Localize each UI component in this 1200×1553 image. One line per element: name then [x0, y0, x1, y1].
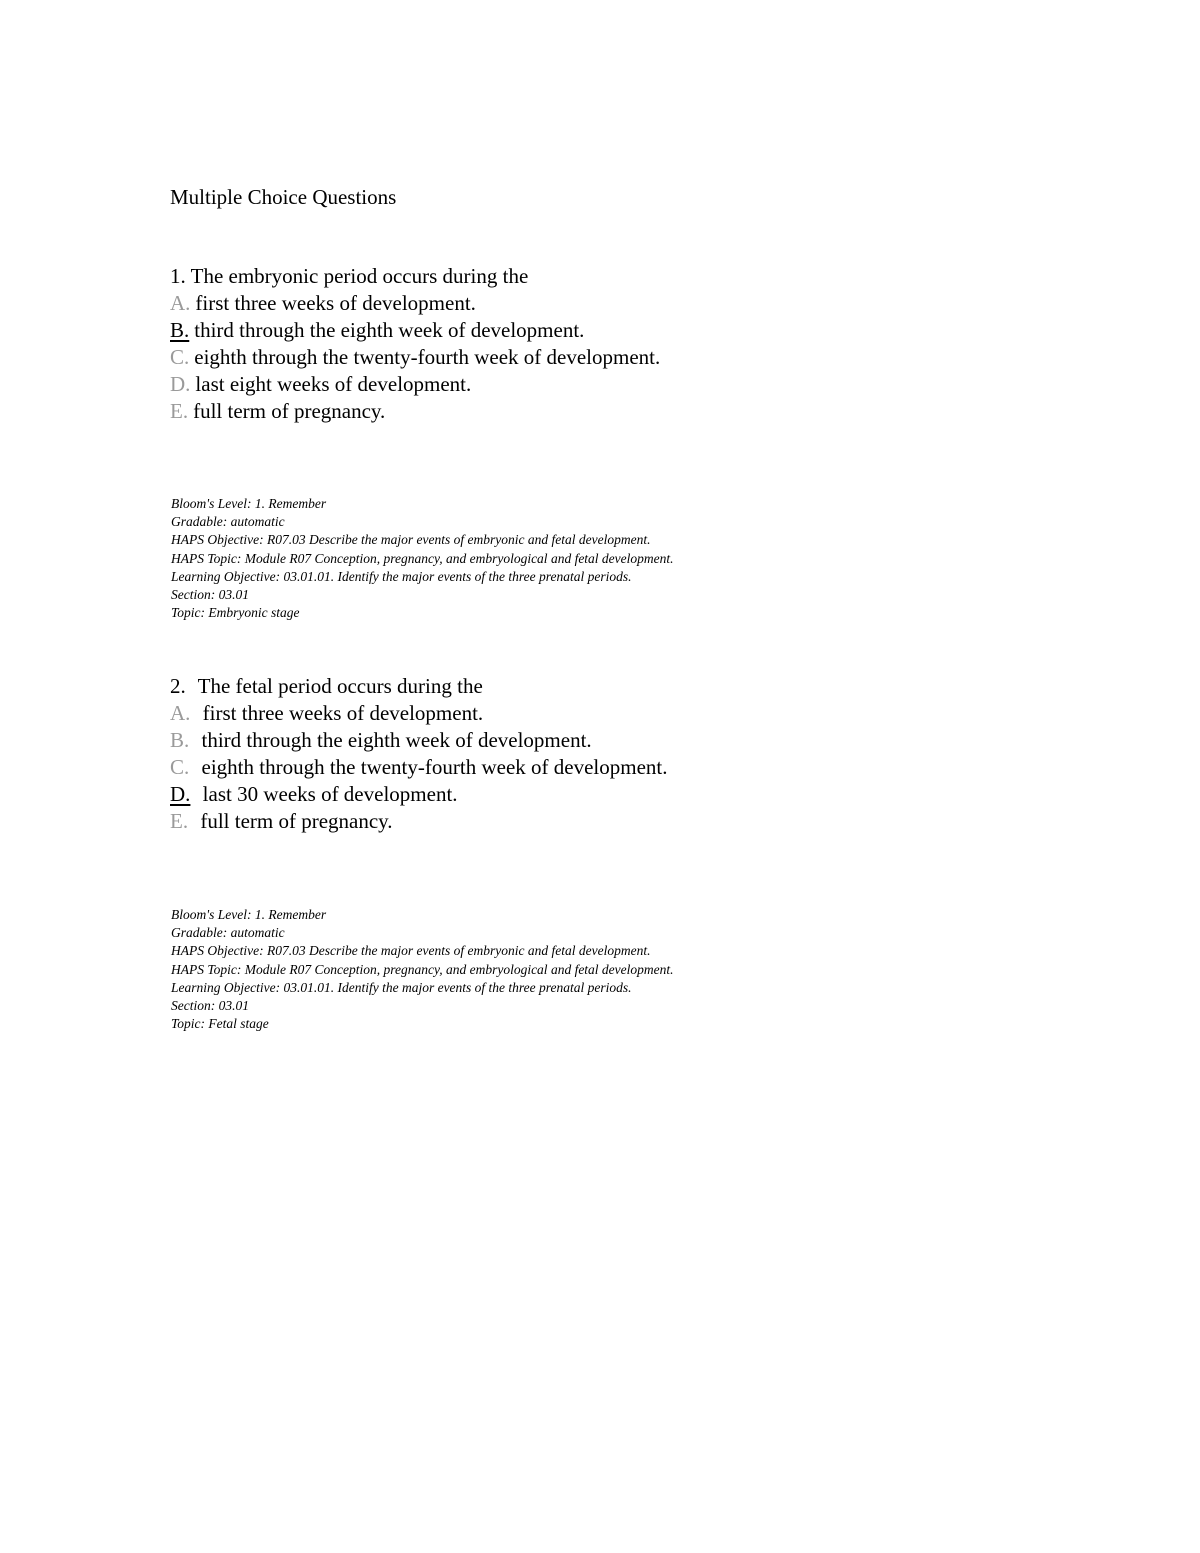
- option-text: eighth through the twenty-fourth week of development.: [194, 345, 661, 369]
- section: Section: 03.01: [171, 998, 249, 1014]
- option-text: first three weeks of development.: [195, 291, 476, 315]
- option-b: [170, 727, 1070, 754]
- blooms-level: Bloom's Level: 1. Remember: [171, 496, 327, 511]
- question-number: 1.: [170, 264, 186, 288]
- question-1: [170, 263, 1070, 425]
- gradable: Gradable: automatic: [171, 925, 285, 941]
- question-2-metadata: [171, 906, 1071, 1033]
- gradable: Gradable: automatic: [171, 514, 285, 530]
- option-text: last eight weeks of development.: [195, 372, 472, 396]
- option-b-correct: [170, 317, 1070, 344]
- haps-objective: HAPS Objective: R07.03 Describe the major events of embryonic and fetal development.: [171, 943, 651, 959]
- haps-topic: HAPS Topic: Module R07 Conception, pregnancy, and embryological and fetal development.: [171, 961, 674, 977]
- option-d: [170, 371, 1070, 398]
- question-text: The embryonic period occurs during the: [190, 264, 529, 288]
- topic: Topic: Embryonic stage: [171, 605, 300, 621]
- option-text: last 30 weeks of development.: [202, 782, 458, 806]
- option-e: [170, 398, 1070, 425]
- haps-objective: HAPS Objective: R07.03 Describe the major events of embryonic and fetal development.: [171, 532, 651, 548]
- option-letter: A.: [170, 701, 191, 725]
- option-text: third through the eighth week of development.: [194, 318, 585, 342]
- document-heading: Multiple Choice Questions: [170, 185, 397, 209]
- learning-objective: Learning Objective: 03.01.01. Identify the major events of the three prenatal periods.: [171, 979, 632, 995]
- question-number: 2.: [170, 674, 186, 698]
- question-stem: [170, 263, 1070, 290]
- blooms-level: Bloom's Level: 1. Remember: [171, 907, 327, 922]
- option-letter: B.: [170, 728, 190, 752]
- question-stem: [170, 673, 1070, 700]
- topic: Topic: Fetal stage: [171, 1016, 269, 1032]
- option-letter: A.: [170, 291, 191, 315]
- option-letter: C.: [170, 755, 190, 779]
- correct-option-letter: B.: [170, 318, 190, 342]
- question-text: The fetal period occurs during the: [197, 674, 483, 698]
- option-text: full term of pregnancy.: [193, 399, 386, 423]
- learning-objective: Learning Objective: 03.01.01. Identify the major events of the three prenatal periods.: [171, 568, 632, 584]
- option-text: eighth through the twenty-fourth week of development.: [201, 755, 668, 779]
- option-text: full term of pregnancy.: [200, 809, 393, 833]
- option-letter: D.: [170, 372, 191, 396]
- option-c: [170, 344, 1070, 371]
- option-c: [170, 754, 1070, 781]
- correct-option-letter: D.: [170, 782, 191, 806]
- option-letter: E.: [170, 399, 189, 423]
- question-2: [170, 673, 1070, 835]
- option-a: [170, 700, 1070, 727]
- option-a: [170, 290, 1070, 317]
- option-letter: E.: [170, 809, 189, 833]
- option-text: third through the eighth week of development.: [201, 728, 592, 752]
- option-letter: C.: [170, 345, 190, 369]
- option-text: first three weeks of development.: [202, 701, 484, 725]
- option-d-correct: [170, 781, 1070, 808]
- question-1-metadata: [171, 495, 1071, 622]
- haps-topic: HAPS Topic: Module R07 Conception, pregnancy, and embryological and fetal development.: [171, 550, 674, 566]
- option-e: [170, 808, 1070, 835]
- document-page: [170, 0, 1150, 1553]
- section: Section: 03.01: [171, 587, 249, 603]
